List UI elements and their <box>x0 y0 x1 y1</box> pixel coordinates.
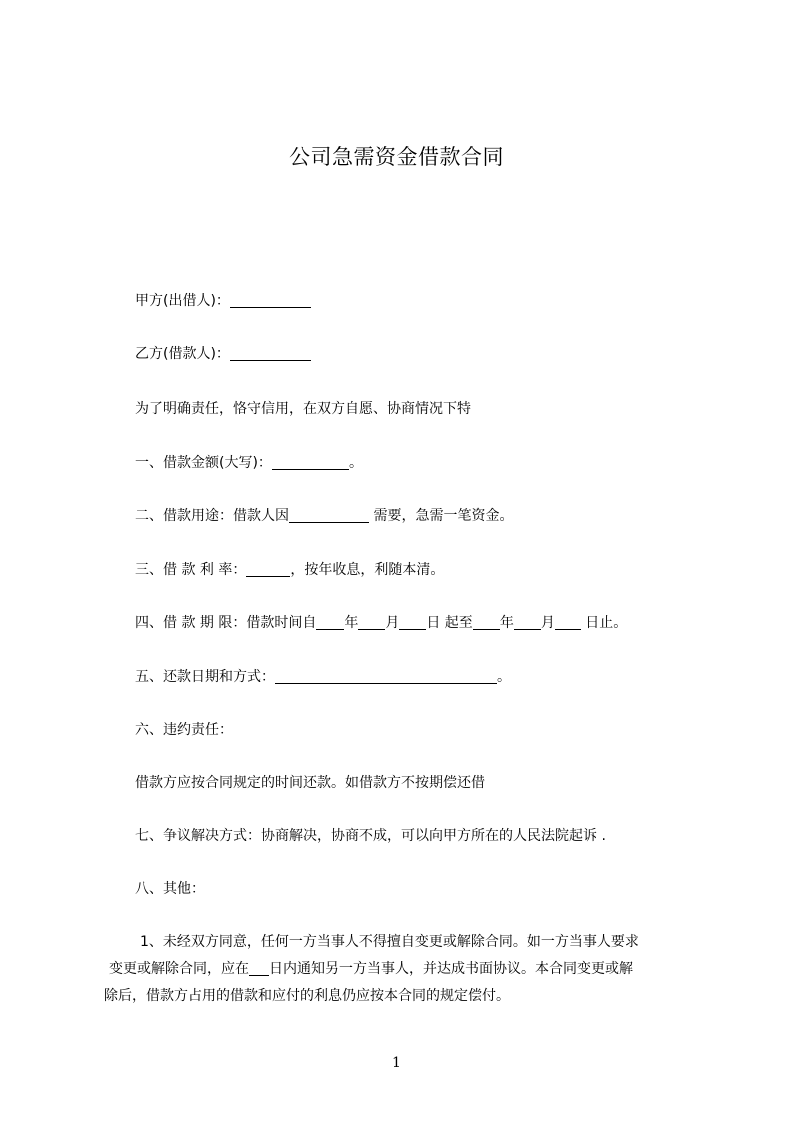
blank-end-day <box>555 615 581 630</box>
clause-5-end: 。 <box>497 669 511 685</box>
clause-3-label: 三、借 款 利 率： <box>135 562 247 578</box>
clause-6-body: 借款方应按合同规定的时间还款。如借款方不按期偿还借 <box>135 775 485 791</box>
clause-4-label: 四、借 款 期 限：借款时间自 <box>135 615 317 631</box>
blank-end-year <box>473 615 500 630</box>
blank-start-day <box>399 615 426 630</box>
blank-end-month <box>514 615 541 630</box>
party-b-line <box>135 344 311 364</box>
clause-8-heading: 八、其他： <box>135 881 205 897</box>
clause-2 <box>135 506 513 526</box>
clause-6-heading: 六、违约责任： <box>135 722 233 738</box>
month-label-1: 月 <box>385 615 400 631</box>
clause-2-end: 需要，急需一笔资金。 <box>369 508 514 524</box>
blank-start-year <box>316 615 344 630</box>
year-label-2: 年 <box>499 615 514 631</box>
clause-8-item-1-line-2 <box>109 959 633 979</box>
clause-7: 七、争议解决方式：协商解决，协商不成，可以向甲方所在的人民法院起诉 . <box>135 828 606 844</box>
clause-8-item-1-line-1: 1、未经双方同意，任何一方当事人不得擅自变更或解除合同。如一方当事人要求 <box>140 934 639 950</box>
party-a-label: 甲方(出借人)： <box>135 293 230 309</box>
clause-1-label: 一、借款金额(大写)： <box>135 455 272 471</box>
notice-days-blank <box>249 961 269 976</box>
clause-4 <box>135 613 627 633</box>
clause-1 <box>135 453 363 473</box>
blank-start-month <box>358 615 385 630</box>
day-label-1: 日 起至 <box>426 615 473 631</box>
clause-8-item-1-line-3: 除后，借款方占用的借款和应付的利息仍应按本合同的规定偿付。 <box>104 988 510 1004</box>
party-a-blank <box>230 293 311 308</box>
clause-3-blank <box>246 562 290 577</box>
party-b-blank <box>230 346 311 361</box>
clause-3 <box>135 560 444 580</box>
clause-1-end: 。 <box>348 455 363 471</box>
party-a-line <box>135 291 311 311</box>
clause-2-blank <box>289 508 369 523</box>
clause-8-line-2-post: 日内通知另一方当事人，并达成书面协议。本合同变更或解 <box>269 961 633 977</box>
intro-text: 为了明确责任，恪守信用，在双方自愿、协商情况下特 <box>135 401 471 417</box>
clause-5-blank <box>275 669 497 684</box>
clause-5-label: 五、还款日期和方式： <box>135 669 275 685</box>
month-label-2: 月 <box>540 615 555 631</box>
clause-5 <box>135 667 511 687</box>
clause-8-line-2-pre: 变更或解除合同，应在 <box>109 961 249 977</box>
year-label-1: 年 <box>344 615 359 631</box>
clause-1-blank <box>272 455 349 470</box>
clause-4-end: 日止。 <box>580 615 628 631</box>
page-number: 1 <box>392 1055 401 1071</box>
party-b-label: 乙方(借款人)： <box>135 346 230 362</box>
clause-3-end: ，按年收息，利随本清。 <box>290 562 445 578</box>
clause-2-label: 二、借款用途：借款人因 <box>135 508 289 524</box>
document-title: 公司急需资金借款合同 <box>289 145 504 169</box>
